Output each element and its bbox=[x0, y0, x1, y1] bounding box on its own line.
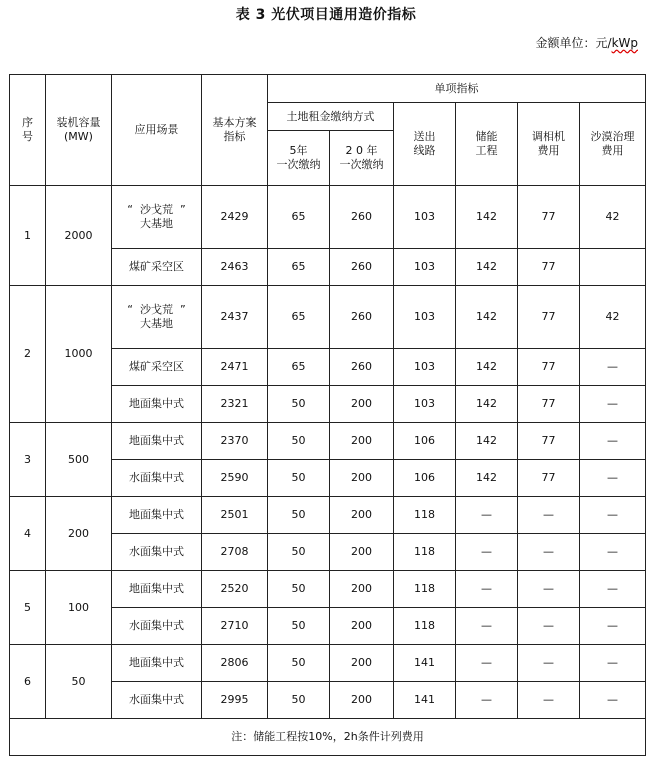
row-land-5yr: 50 bbox=[268, 645, 330, 682]
row-scene: 煤矿采空区 bbox=[112, 249, 202, 286]
row-desert: 42 bbox=[580, 286, 646, 349]
row-line: 141 bbox=[394, 682, 456, 719]
row-desert: — bbox=[580, 608, 646, 645]
row-desert: — bbox=[580, 497, 646, 534]
row-scene: 水面集中式 bbox=[112, 460, 202, 497]
row-storage: — bbox=[456, 682, 518, 719]
row-condenser: 77 bbox=[518, 423, 580, 460]
row-desert: 42 bbox=[580, 186, 646, 249]
header-desert: 沙漠治理 费用 bbox=[580, 103, 646, 186]
row-land-5yr: 50 bbox=[268, 682, 330, 719]
row-base: 2437 bbox=[202, 286, 268, 349]
row-condenser: 77 bbox=[518, 386, 580, 423]
row-scene: 地面集中式 bbox=[112, 386, 202, 423]
row-line: 141 bbox=[394, 645, 456, 682]
amount-unit-prefix: 金额单位：元/ bbox=[535, 36, 612, 50]
row-condenser: 77 bbox=[518, 186, 580, 249]
header-base: 基本方案 指标 bbox=[202, 75, 268, 186]
header-single: 单项指标 bbox=[268, 75, 646, 103]
row-land-5yr: 50 bbox=[268, 386, 330, 423]
row-storage: 142 bbox=[456, 286, 518, 349]
row-land-20yr: 260 bbox=[330, 349, 394, 386]
amount-unit bbox=[536, 34, 638, 51]
row-base: 2463 bbox=[202, 249, 268, 286]
cost-index-table bbox=[9, 74, 646, 756]
row-land-20yr: 260 bbox=[330, 286, 394, 349]
row-storage: — bbox=[456, 608, 518, 645]
row-desert: — bbox=[580, 386, 646, 423]
row-land-5yr: 65 bbox=[268, 349, 330, 386]
row-land-20yr: 200 bbox=[330, 386, 394, 423]
amount-unit-kwp: kWp bbox=[611, 36, 638, 50]
row-line: 103 bbox=[394, 286, 456, 349]
row-condenser: — bbox=[518, 571, 580, 608]
row-line: 106 bbox=[394, 460, 456, 497]
row-capacity: 200 bbox=[46, 497, 112, 571]
row-scene: “ 沙戈荒 ” 大基地 bbox=[112, 286, 202, 349]
row-desert: — bbox=[580, 349, 646, 386]
row-line: 118 bbox=[394, 497, 456, 534]
row-desert: — bbox=[580, 423, 646, 460]
row-land-20yr: 200 bbox=[330, 497, 394, 534]
row-condenser: — bbox=[518, 534, 580, 571]
row-land-20yr: 200 bbox=[330, 645, 394, 682]
row-storage: — bbox=[456, 497, 518, 534]
row-scene: 地面集中式 bbox=[112, 497, 202, 534]
row-condenser: 77 bbox=[518, 249, 580, 286]
row-land-20yr: 200 bbox=[330, 534, 394, 571]
header-condenser: 调相机 费用 bbox=[518, 103, 580, 186]
row-storage: — bbox=[456, 534, 518, 571]
row-condenser: — bbox=[518, 682, 580, 719]
row-base: 2370 bbox=[202, 423, 268, 460]
row-land-5yr: 50 bbox=[268, 423, 330, 460]
row-scene: 地面集中式 bbox=[112, 423, 202, 460]
header-scene: 应用场景 bbox=[112, 75, 202, 186]
row-storage: — bbox=[456, 645, 518, 682]
row-land-5yr: 50 bbox=[268, 534, 330, 571]
row-scene: 水面集中式 bbox=[112, 534, 202, 571]
row-base: 2520 bbox=[202, 571, 268, 608]
row-base: 2806 bbox=[202, 645, 268, 682]
row-base: 2995 bbox=[202, 682, 268, 719]
row-base: 2590 bbox=[202, 460, 268, 497]
row-capacity: 100 bbox=[46, 571, 112, 645]
row-seq: 1 bbox=[10, 186, 46, 286]
table-note: 注：储能工程按10%，2h条件计列费用 bbox=[10, 719, 646, 756]
row-land-20yr: 200 bbox=[330, 682, 394, 719]
row-capacity: 500 bbox=[46, 423, 112, 497]
header-land: 土地租金缴纳方式 bbox=[268, 103, 394, 131]
row-base: 2710 bbox=[202, 608, 268, 645]
row-desert bbox=[580, 249, 646, 286]
row-desert: — bbox=[580, 534, 646, 571]
row-storage: 142 bbox=[456, 460, 518, 497]
row-line: 118 bbox=[394, 571, 456, 608]
row-condenser: 77 bbox=[518, 349, 580, 386]
row-land-5yr: 50 bbox=[268, 497, 330, 534]
row-line: 103 bbox=[394, 186, 456, 249]
row-seq: 4 bbox=[10, 497, 46, 571]
header-storage: 储能 工程 bbox=[456, 103, 518, 186]
row-scene: 地面集中式 bbox=[112, 645, 202, 682]
row-land-20yr: 200 bbox=[330, 423, 394, 460]
row-land-20yr: 200 bbox=[330, 608, 394, 645]
row-condenser: 77 bbox=[518, 286, 580, 349]
header-capacity: 装机容量 (MW) bbox=[46, 75, 112, 186]
row-line: 103 bbox=[394, 249, 456, 286]
row-scene: “ 沙戈荒 ” 大基地 bbox=[112, 186, 202, 249]
row-land-20yr: 260 bbox=[330, 186, 394, 249]
row-desert: — bbox=[580, 682, 646, 719]
row-land-5yr: 50 bbox=[268, 608, 330, 645]
row-land-5yr: 65 bbox=[268, 286, 330, 349]
row-line: 103 bbox=[394, 349, 456, 386]
row-base: 2501 bbox=[202, 497, 268, 534]
row-capacity: 1000 bbox=[46, 286, 112, 423]
row-condenser: — bbox=[518, 645, 580, 682]
row-capacity: 50 bbox=[46, 645, 112, 719]
row-base: 2321 bbox=[202, 386, 268, 423]
row-line: 103 bbox=[394, 386, 456, 423]
row-land-20yr: 200 bbox=[330, 571, 394, 608]
row-condenser: — bbox=[518, 608, 580, 645]
row-line: 106 bbox=[394, 423, 456, 460]
row-storage: 142 bbox=[456, 349, 518, 386]
row-land-5yr: 50 bbox=[268, 460, 330, 497]
row-scene: 水面集中式 bbox=[112, 608, 202, 645]
header-land-20yr: 2 0 年 一次缴纳 bbox=[330, 131, 394, 186]
header-line: 送出 线路 bbox=[394, 103, 456, 186]
row-desert: — bbox=[580, 460, 646, 497]
row-desert: — bbox=[580, 645, 646, 682]
row-seq: 2 bbox=[10, 286, 46, 423]
row-line: 118 bbox=[394, 608, 456, 645]
row-condenser: — bbox=[518, 497, 580, 534]
row-land-5yr: 65 bbox=[268, 249, 330, 286]
row-storage: 142 bbox=[456, 386, 518, 423]
row-base: 2471 bbox=[202, 349, 268, 386]
row-storage: 142 bbox=[456, 423, 518, 460]
row-condenser: 77 bbox=[518, 460, 580, 497]
row-seq: 6 bbox=[10, 645, 46, 719]
row-land-20yr: 200 bbox=[330, 460, 394, 497]
row-land-5yr: 65 bbox=[268, 186, 330, 249]
row-seq: 3 bbox=[10, 423, 46, 497]
header-seq: 序 号 bbox=[10, 75, 46, 186]
row-land-5yr: 50 bbox=[268, 571, 330, 608]
row-capacity: 2000 bbox=[46, 186, 112, 286]
row-line: 118 bbox=[394, 534, 456, 571]
row-base: 2708 bbox=[202, 534, 268, 571]
row-storage: — bbox=[456, 571, 518, 608]
header-land-5yr: 5年 一次缴纳 bbox=[268, 131, 330, 186]
table-title: 表 3 光伏项目通用造价指标 bbox=[235, 7, 417, 23]
row-land-20yr: 260 bbox=[330, 249, 394, 286]
row-scene: 地面集中式 bbox=[112, 571, 202, 608]
row-storage: 142 bbox=[456, 186, 518, 249]
row-storage: 142 bbox=[456, 249, 518, 286]
row-scene: 水面集中式 bbox=[112, 682, 202, 719]
row-scene: 煤矿采空区 bbox=[112, 349, 202, 386]
row-desert: — bbox=[580, 571, 646, 608]
row-seq: 5 bbox=[10, 571, 46, 645]
row-base: 2429 bbox=[202, 186, 268, 249]
